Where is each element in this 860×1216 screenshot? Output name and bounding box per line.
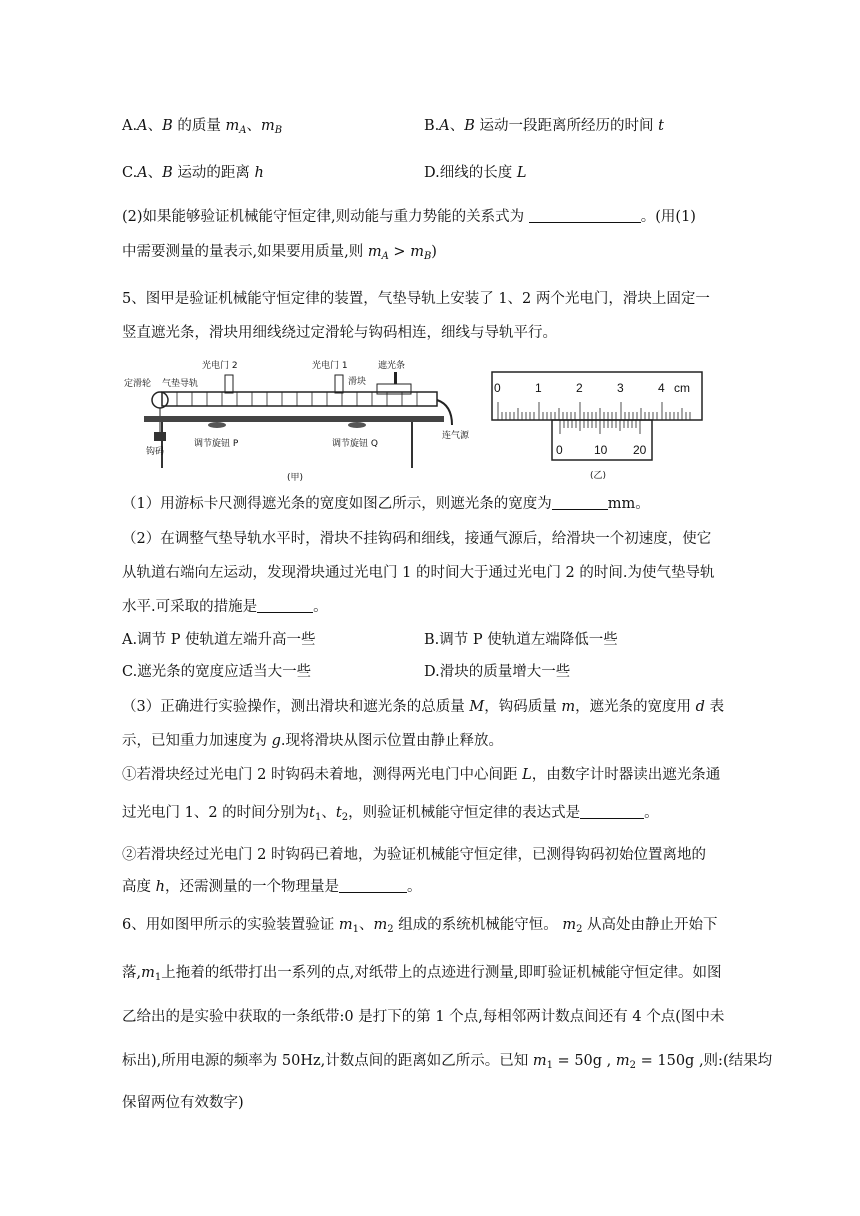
svg-text:光电门 1: 光电门 1 <box>312 361 348 371</box>
svg-text:3: 3 <box>617 381 624 395</box>
q5-c2-line2: 高度 h，还需测量的一个物理量是 。 <box>122 879 422 895</box>
option-c: C.A、B 运动的距离 h <box>122 165 264 181</box>
answer-blank[interactable] <box>580 804 644 819</box>
svg-text:(乙): (乙) <box>590 471 607 481</box>
q6-line1: 6、用如图甲所示的实验装置验证 $m_1$、$m_2$ 组成的系统机械能守恒。 $m_2$ 从高处由静止开始下 <box>122 917 718 935</box>
answer-blank[interactable] <box>257 598 313 613</box>
svg-text:(甲): (甲) <box>287 473 304 483</box>
q5-figure <box>122 350 762 490</box>
q4-part2-line1: (2)如果能够验证机械能守恒定律,则动能与重力势能的关系式为 。(用(1) <box>122 209 696 225</box>
q5-c1-line2: 过光电门 1、2 的时间分别为$t_1$、$t_2$，则验证机械能守恒定律的表达式是 。 <box>122 805 659 823</box>
q5-option-c: C.遮光条的宽度应适当大一些 <box>122 664 312 680</box>
photogate-1-icon <box>335 375 343 393</box>
svg-text:10: 10 <box>594 443 608 457</box>
hook-weight-icon <box>154 432 166 441</box>
svg-text:气垫导轨: 气垫导轨 <box>162 379 199 389</box>
option-a: A.A、B 的质量 $m_A$、$m_B$ <box>122 118 283 136</box>
svg-text:钩码: 钩码 <box>146 447 165 457</box>
q5-p1: （1）用游标卡尺测得遮光条的宽度如图乙所示，则遮光条的宽度为 mm。 <box>122 496 650 512</box>
q6-line2: 落$,m_1$上拖着的纸带打出一系列的点,对纸带上的点迹进行测量,即町验证机械能守恒定律。如图 <box>122 965 722 983</box>
svg-text:连气源: 连气源 <box>442 431 470 441</box>
q4-part2-line2: 中需要测量的量表示,如果要用质量,则 $m_A > m_B$) <box>122 244 437 262</box>
svg-text:调节旋钮 P: 调节旋钮 P <box>194 439 239 449</box>
svg-text:20: 20 <box>633 443 647 457</box>
svg-text:0: 0 <box>556 443 563 457</box>
svg-text:光电门 2: 光电门 2 <box>202 361 238 371</box>
answer-blank[interactable] <box>339 878 407 893</box>
q5-p2-line1: （2）在调整气垫导轨水平时，滑块不挂钩码和细线，接通气源后，给滑块一个初速度，使它 <box>122 531 712 547</box>
answer-blank[interactable] <box>552 495 608 510</box>
svg-text:1: 1 <box>535 381 542 395</box>
svg-text:遮光条: 遮光条 <box>378 361 406 371</box>
option-b: B.A、B 运动一段距离所经历的时间 t <box>424 118 664 134</box>
q5-p2-line2: 从轨道右端向左运动，发现滑块通过光电门 1 的时间大于通过光电门 2 的时间.为使气垫导轨 <box>122 565 715 581</box>
q6-line5: 保留两位有效数字) <box>122 1095 244 1111</box>
svg-text:定滑轮: 定滑轮 <box>124 379 152 389</box>
q5-c1-line1: ①若滑块经过光电门 2 时钩码未着地，测得两光电门中心间距 L，由数字计时器读出遮光条通 <box>122 767 721 783</box>
q5-option-a: A.调节 P 使轨道左端升高一些 <box>122 632 316 648</box>
figure-yi <box>492 372 702 481</box>
svg-text:cm: cm <box>674 381 690 395</box>
svg-text:滑块: 滑块 <box>348 377 367 387</box>
q5-option-d: D.滑块的质量增大一些 <box>424 664 571 680</box>
q5-p3-line2: 示，已知重力加速度为 g.现将滑块从图示位置由静止释放。 <box>122 733 504 749</box>
figure-jia <box>124 359 470 483</box>
option-d: D.细线的长度 L <box>424 165 527 181</box>
q5-stem-line2: 竖直遮光条，滑块用细线绕过定滑轮与钩码相连，细线与导轨平行。 <box>122 325 557 341</box>
answer-blank[interactable] <box>529 208 641 223</box>
pulley-icon <box>152 392 168 408</box>
q5-option-b: B.调节 P 使轨道左端降低一些 <box>424 632 618 648</box>
svg-text:2: 2 <box>576 381 583 395</box>
photogate-2-icon <box>225 375 233 393</box>
q6-line3: 乙给出的是实验中获取的一条纸带:0 是打下的第 1 个点,每相邻两计数点间还有 4 个点(图中未 <box>122 1009 725 1025</box>
svg-text:0: 0 <box>494 381 501 395</box>
q5-c2-line1: ②若滑块经过光电门 2 时钩码已着地，为验证机械能守恒定律，已测得钩码初始位置离地的 <box>122 847 706 863</box>
svg-text:调节旋钮 Q: 调节旋钮 Q <box>332 439 378 449</box>
svg-text:4: 4 <box>658 381 665 395</box>
q5-p3-line1: （3）正确进行实验操作，测出滑块和遮光条的总质量 M，钩码质量 m，遮光条的宽度用 d 表 <box>122 699 725 715</box>
q5-p2-line3: 水平.可采取的措施是 。 <box>122 599 328 615</box>
q5-stem-line1: 5、图甲是验证机械能守恒定律的装置，气垫导轨上安装了 1、2 两个光电门，滑块上固定一 <box>122 291 710 307</box>
q6-line4: 标出),所用电源的频率为 50Hz,计数点间的距离如乙所示。已知 $m_1 = 50g$ , $m_2 = 150g$ ,则:(结果均 <box>122 1053 773 1071</box>
